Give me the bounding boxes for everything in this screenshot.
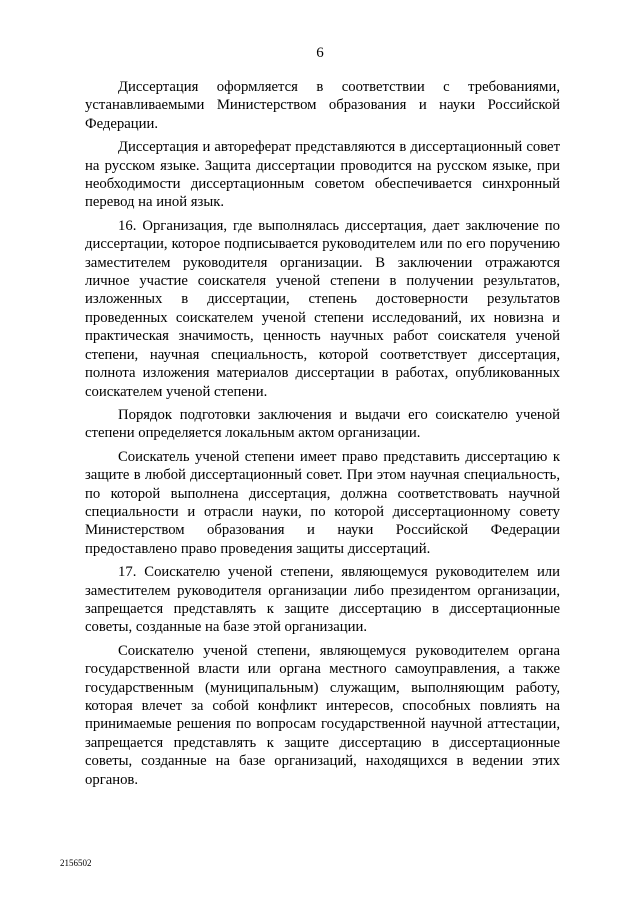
paragraph: 16. Организация, где выполнялась диссертация, дает заключение по диссертации, которое подписывается руководителем или по его поручению заместителем руководителя организации. В заключении отражаются личное участие соискателя ученой степени в получении результатов, изложенных в диссертации, степень достоверности результатов проведенных соискателем ученой степени исследований, их новизна и практическая значимость, ценность научных работ соискателя ученой степени, научная специальность, которой соответствует диссертация, полнота изложения материалов диссертации в работах, опубликованных соискателем ученой степени.: [85, 217, 560, 400]
document-code: 2156502: [60, 858, 92, 868]
page-number: 6: [316, 45, 324, 61]
document-body: [85, 78, 560, 794]
paragraph: Порядок подготовки заключения и выдачи его соискателю ученой степени определяется локальным актом организации.: [85, 406, 560, 442]
paragraph: Диссертация и автореферат представляются в диссертационный совет на русском языке. Защита диссертации проводится на русском языке, при необходимости диссертационным советом обеспечивается синхронный перевод на иной язык.: [85, 139, 560, 211]
paragraph: Диссертация оформляется в соответствии с требованиями, устанавливаемыми Министерством образования и науки Российской Федерации.: [85, 79, 560, 132]
paragraph: 17. Соискателю ученой степени, являющемуся руководителем или заместителем руководителя организации либо президентом организации, запрещается представлять к защите диссертацию в диссертационные советы, созданные на базе этой организации.: [85, 564, 560, 636]
paragraph: Соискателю ученой степени, являющемуся руководителем органа государственной власти или органа местного самоуправления, а также государственным (муниципальным) служащим, выполняющим работу, которая влечет за собой конфликт интересов, способных повлиять на принимаемые решения по вопросам государственной научной аттестации, запрещается представлять к защите диссертацию в диссертационные советы, созданные на базе организаций, находящихся в ведении этих органов.: [85, 642, 560, 788]
paragraph: Соискатель ученой степени имеет право представить диссертацию к защите в любой диссертационный совет. При этом научная специальность, по которой выполнена диссертация, должна соответствовать научной специальности и отрасли науки, по которой диссертационному совету Министерством образования и науки Российской Федерации предоставлено право проведения защиты диссертаций.: [85, 448, 560, 557]
